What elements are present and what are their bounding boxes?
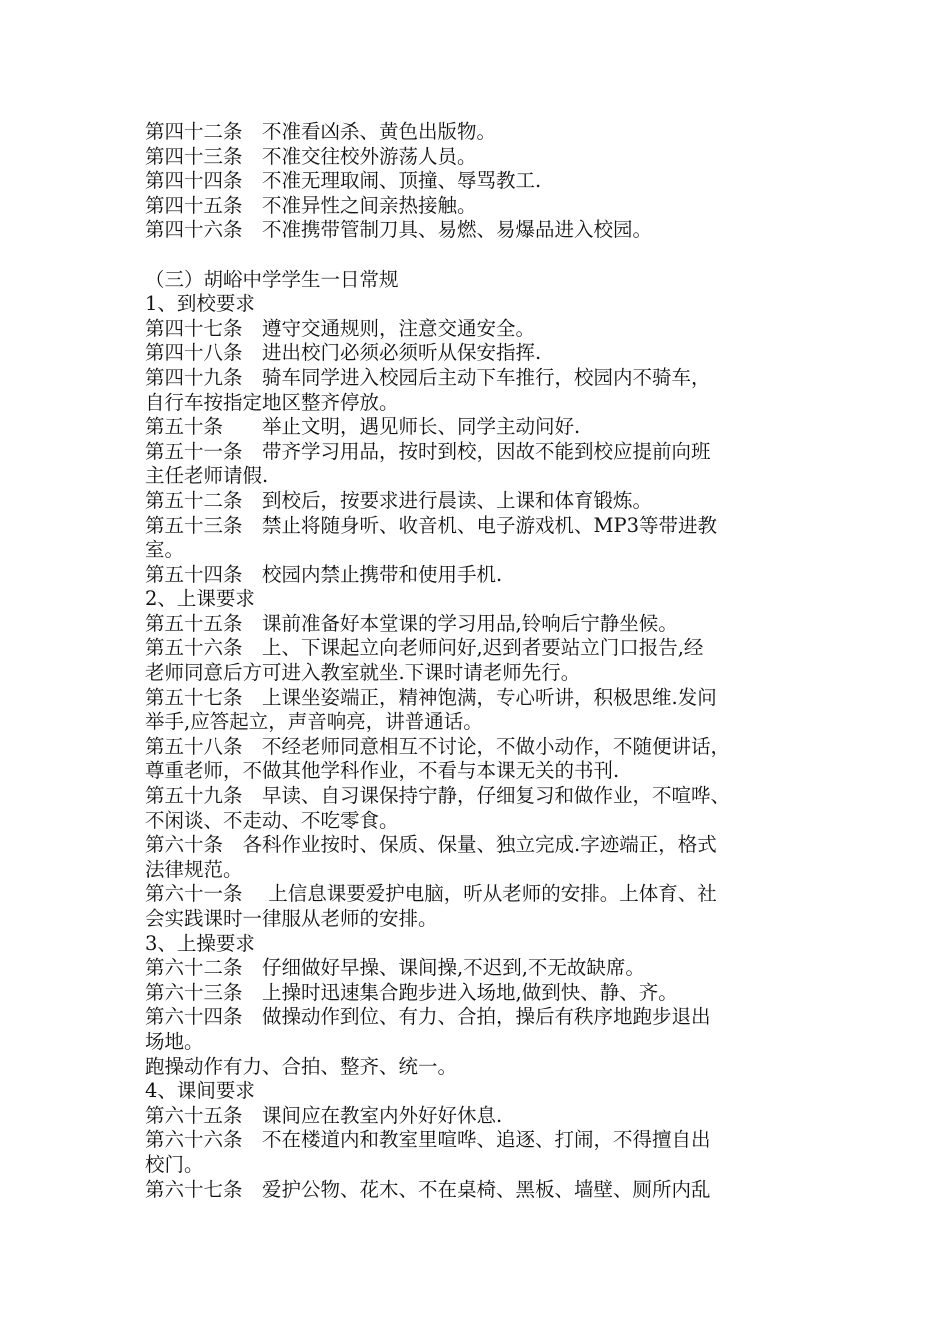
- text-line: 第四十八条 进出校门必须必须听从保安指挥.: [145, 341, 542, 365]
- text-line: 第六十五条 课间应在教室内外好好休息.: [145, 1103, 503, 1127]
- text-line: 第四十四条 不准无理取闹、顶撞、辱骂教工.: [145, 169, 542, 193]
- text-line: 第五十四条 校园内禁止携带和使用手机.: [145, 562, 503, 586]
- text-line: 第五十七条 上课坐姿端正，精神饱满，专心听讲，积极思维.发问: [145, 685, 717, 709]
- text-line: 第六十四条 做操动作到位、有力、合拍，操后有秩序地跑步退出: [145, 1005, 711, 1029]
- text-line: 第四十二条 不准看凶杀、黄色出版物。: [145, 120, 497, 143]
- text-line: 第四十七条 遵守交通规则，注意交通安全。: [145, 316, 536, 340]
- text-line: 尊重老师，不做其他学科作业，不看与本课无关的书刊.: [145, 759, 620, 783]
- text-line: 老师同意后方可进入教室就坐.下课时请老师先行。: [145, 661, 581, 685]
- text-line: 第五十五条 课前准备好本堂课的学习用品,铃响后宁静坐候。: [145, 611, 678, 635]
- text-line: 第六十七条 爱护公物、花木、不在桌椅、黑板、墙壁、厕所内乱: [145, 1177, 711, 1201]
- text-line: 第四十三条 不准交往校外游荡人员。: [145, 144, 477, 168]
- text-line: 主任老师请假.: [145, 464, 269, 488]
- text-line: 场地。: [145, 1029, 204, 1053]
- text-line: 第四十六条 不准携带管制刀具、易燃、易爆品进入校园。: [145, 218, 653, 242]
- document-page: [145, 120, 835, 1202]
- text-line: 第五十二条 到校后，按要求进行晨读、上课和体育锻炼。: [145, 488, 653, 512]
- text-line: 第六十条 各科作业按时、保质、保量、独立完成.字迹端正，格式: [145, 833, 717, 857]
- subsection-heading: 2、上课要求: [145, 587, 255, 611]
- text-line: 举手,应答起立，声音响亮，讲普通话。: [145, 710, 483, 734]
- text-line: 第五十一条 带齐学习用品，按时到校，因故不能到校应提前向班: [145, 439, 711, 463]
- text-line: 第五十九条 早读、自习课保持宁静，仔细复习和做作业，不喧哗、: [145, 784, 731, 808]
- text-line: 不闲谈、不走动、不吃零食。: [145, 808, 399, 832]
- text-line: 第六十六条 不在楼道内和教室里喧哗、追逐、打闹，不得擅自出: [145, 1128, 711, 1152]
- text-line: 跑操动作有力、合拍、整齐、统一。: [145, 1054, 458, 1078]
- text-line: 第五十六条 上、下课起立向老师问好,迟到者要站立门口报告,经: [145, 636, 704, 660]
- text-line: 第四十五条 不准异性之间亲热接触。: [145, 193, 477, 217]
- text-line: 第五十三条 禁止将随身听、收音机、电子游戏机、MP3等带进教: [145, 513, 717, 537]
- text-line: 会实践课时一律服从老师的安排。: [145, 907, 438, 930]
- section-heading: （三）胡峪中学学生一日常规: [145, 267, 399, 291]
- subsection-heading: 3、上操要求: [145, 931, 255, 955]
- text-line: 第四十九条 骑车同学进入校园后主动下车推行，校园内不骑车，: [145, 365, 711, 389]
- text-line: 自行车按指定地区整齐停放。: [145, 390, 399, 414]
- text-line: 室。: [145, 538, 185, 562]
- text-line: 法律规范。: [145, 857, 243, 881]
- text-line: 校门。: [145, 1152, 204, 1176]
- text-line: 第六十三条 上操时迅速集合跑步进入场地,做到快、静、齐。: [145, 980, 678, 1004]
- blank-line: [145, 243, 835, 268]
- text-line: 第六十一条 上信息课要爱护电脑，听从老师的安排。上体育、社: [145, 882, 717, 906]
- subsection-heading: 1、到校要求: [145, 292, 255, 316]
- text-line: 第五十八条 不经老师同意相互不讨论，不做小动作，不随便讲话，: [145, 734, 731, 758]
- subsection-heading: 4、课间要求: [145, 1079, 255, 1103]
- text-line: 第六十二条 仔细做好早操、课间操,不迟到,不无故缺席。: [145, 956, 645, 980]
- text-line: 第五十条 举止文明，遇见师长、同学主动问好.: [145, 415, 581, 439]
